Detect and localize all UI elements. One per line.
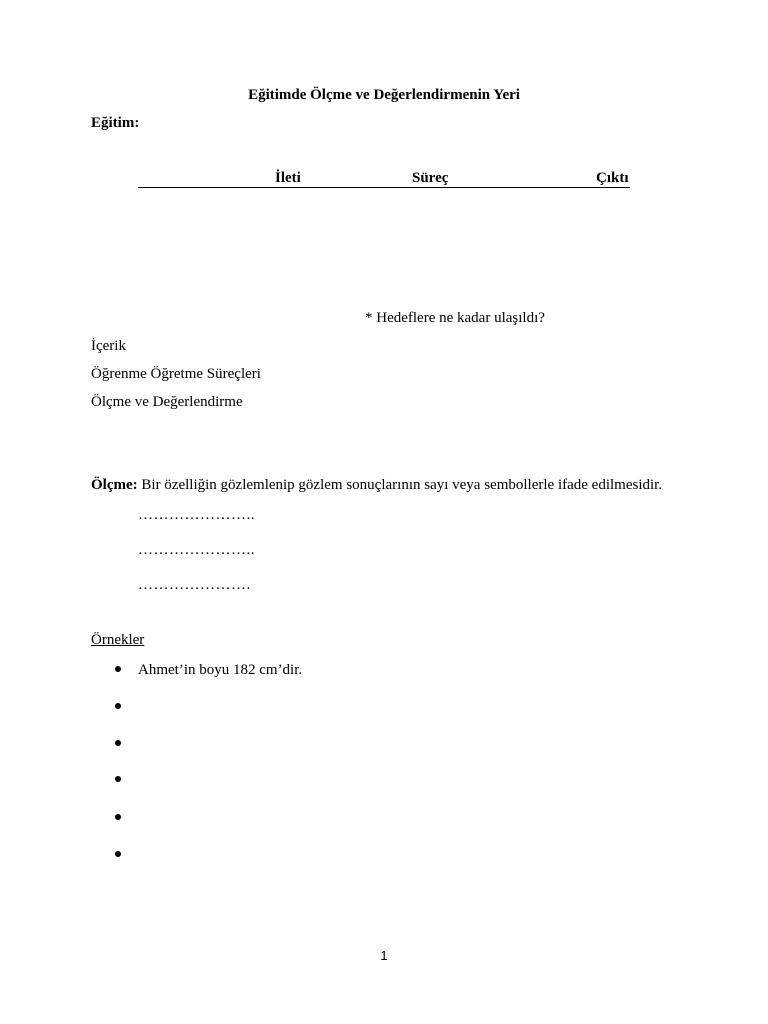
page-number: 1 bbox=[380, 948, 388, 963]
flow-ileti: İleti bbox=[275, 170, 301, 186]
bullet-icon bbox=[115, 740, 121, 746]
bullet-icon bbox=[115, 666, 121, 672]
list-item-ogrenme: Öğrenme Öğretme Süreçleri bbox=[91, 366, 261, 382]
list-item-icerik: İçerik bbox=[91, 338, 126, 354]
olcme-label: Ölçme: bbox=[91, 477, 138, 493]
dotted-line: ………………….. bbox=[138, 507, 255, 523]
bullet-icon bbox=[115, 703, 121, 709]
bullet-icon bbox=[115, 776, 121, 782]
olcme-definition bbox=[91, 476, 662, 494]
process-flow-line bbox=[138, 169, 630, 188]
dotted-line: …………………. bbox=[138, 577, 251, 593]
document-title: Eğitimde Ölçme ve Değerlendirmenin Yeri bbox=[248, 87, 520, 103]
flow-surec: Süreç bbox=[412, 170, 449, 186]
dotted-line: ………………….. bbox=[138, 542, 255, 558]
list-item-olcme: Ölçme ve Değerlendirme bbox=[91, 394, 243, 410]
flow-cikti: Çıktı bbox=[596, 170, 629, 186]
bullet-icon bbox=[115, 851, 121, 857]
olcme-text: Bir özelliğin gözlemlenip gözlem sonuçlarının sayı veya sembollerle ifade edilmesidir. bbox=[137, 477, 663, 493]
egitim-heading: Eğitim: bbox=[91, 115, 140, 131]
ornekler-heading: Örnekler bbox=[91, 632, 145, 648]
example-item: Ahmet’in boyu 182 cm’dir. bbox=[138, 662, 303, 678]
bullet-icon bbox=[115, 814, 121, 820]
goal-question: * Hedeflere ne kadar ulaşıldı? bbox=[365, 310, 545, 326]
